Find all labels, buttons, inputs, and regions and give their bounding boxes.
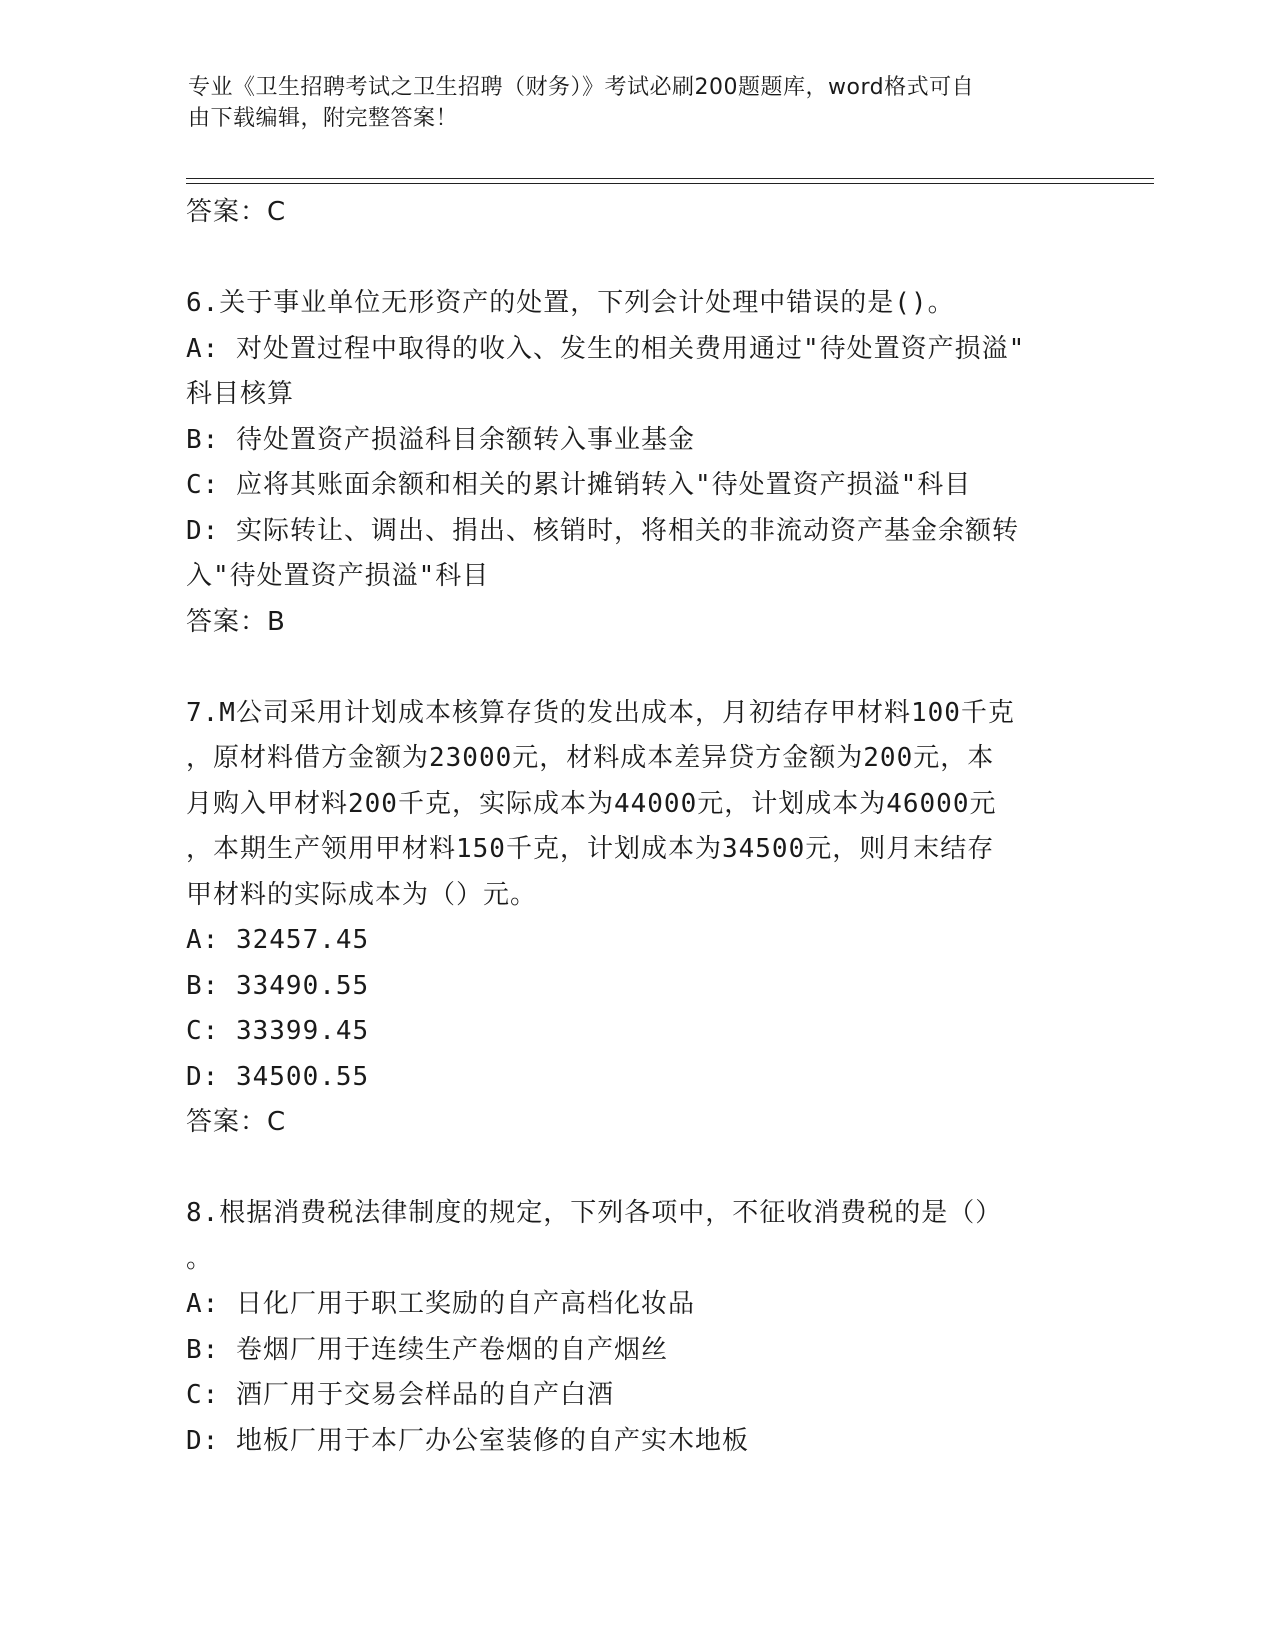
question-stem: 6.关于事业单位无形资产的处置，下列会计处理中错误的是()。 xyxy=(186,288,955,318)
spacer xyxy=(186,236,1086,282)
spacer xyxy=(186,1146,1086,1192)
question-8 xyxy=(186,1191,1086,1464)
header-line-1: 专业《卫生招聘考试之卫生招聘（财务）》考试必刷200题题库，word格式可自 xyxy=(188,75,975,100)
question-stem-line-4: ，本期生产领用甲材料150千克，计划成本为34500元，则月末结存 xyxy=(186,834,995,864)
option-d-continued: 入"待处置资产损溢"科目 xyxy=(186,561,490,591)
question-stem-line-3: 月购入甲材料200千克，实际成本为44000元，计划成本为46000元 xyxy=(186,788,997,819)
header-divider-bottom xyxy=(186,183,1154,184)
option-a: A: 对处置过程中取得的收入、发生的相关费用通过"待处置资产损溢" xyxy=(186,333,1026,364)
answer: 答案：C xyxy=(186,1107,287,1137)
question-stem-line-1: 8.根据消费税法律制度的规定，下列各项中，不征收消费税的是（） xyxy=(186,1198,1003,1228)
option-a: A: 日化厂用于职工奖励的自产高档化妆品 xyxy=(186,1289,695,1319)
answer: 答案：B xyxy=(186,606,286,637)
question-stem-line-5: 甲材料的实际成本为（）元。 xyxy=(186,879,538,910)
header-divider-top xyxy=(186,178,1154,179)
option-b: B: 卷烟厂用于连续生产卷烟的自产烟丝 xyxy=(186,1334,668,1365)
option-c: C: 33399.45 xyxy=(186,1016,370,1046)
option-b: B: 33490.55 xyxy=(186,970,370,1001)
answer-previous: 答案：C xyxy=(186,197,287,227)
option-d: D: 34500.55 xyxy=(186,1061,370,1092)
header-line-2: 由下载编辑，附完整答案！ xyxy=(188,106,459,131)
option-c: C: 酒厂用于交易会样品的自产白酒 xyxy=(186,1380,614,1410)
option-a: A: 32457.45 xyxy=(186,925,370,955)
question-stem-line-1: 7.M公司采用计划成本核算存货的发出成本，月初结存甲材料100千克 xyxy=(186,697,1015,728)
option-b: B: 待处置资产损溢科目余额转入事业基金 xyxy=(186,424,695,455)
question-stem-line-2: ，原材料借方金额为23000元，材料成本差异贷方金额为200元，本 xyxy=(186,743,995,773)
question-6 xyxy=(186,281,1086,645)
spacer xyxy=(186,645,1086,691)
option-d: D: 地板厂用于本厂办公室装修的自产实木地板 xyxy=(186,1425,749,1456)
question-stem-line-2: 。 xyxy=(186,1243,214,1274)
option-d: D: 实际转让、调出、捐出、核销时，将相关的非流动资产基金余额转 xyxy=(186,515,1019,546)
option-c: C: 应将其账面余额和相关的累计摊销转入"待处置资产损溢"科目 xyxy=(186,470,972,500)
page-header xyxy=(188,72,1068,134)
question-list xyxy=(186,190,1086,1464)
question-7 xyxy=(186,691,1086,1146)
option-a-continued: 科目核算 xyxy=(186,379,295,409)
